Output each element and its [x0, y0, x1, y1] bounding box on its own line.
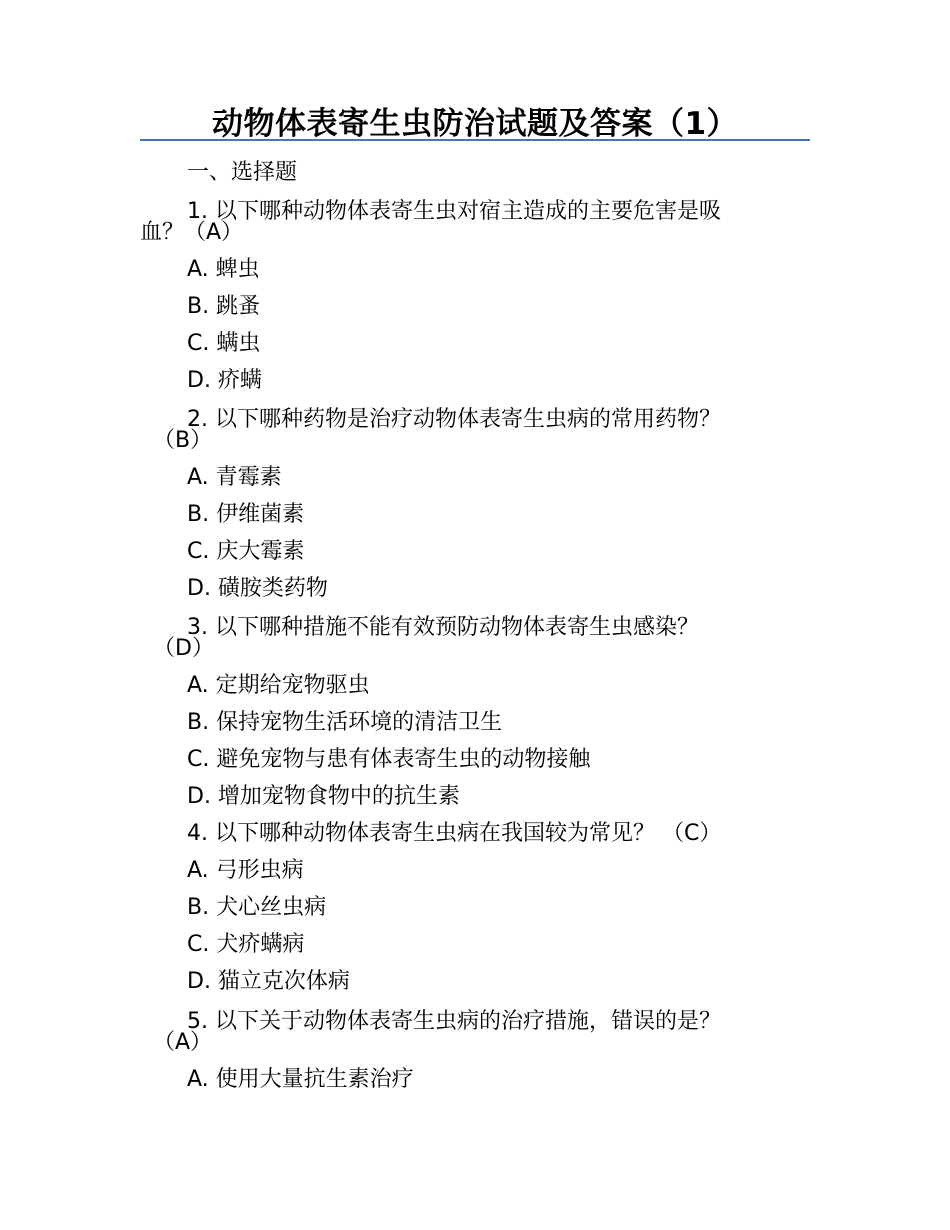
question-2-stem: 2. 以下哪种药物是治疗动物体表寄生虫病的常用药物？: [187, 407, 721, 432]
question-3-stem-continued: （D）: [153, 636, 214, 661]
question-3-option-a: A. 定期给宠物驱虫: [187, 673, 370, 698]
question-3-stem: 3. 以下哪种措施不能有效预防动物体表寄生虫感染？: [187, 615, 699, 640]
question-2-option-b: B. 伊维菌素: [187, 502, 305, 527]
question-2-option-a: A. 青霉素: [187, 465, 282, 490]
question-1-stem-continued: 血？（A）: [140, 220, 244, 245]
question-2-option-d: D. 磺胺类药物: [187, 576, 328, 601]
document-title: 动物体表寄生虫防治试题及答案（1）: [211, 106, 739, 142]
question-4-option-d: D. 猫立克次体病: [187, 969, 350, 994]
question-4-stem: 4. 以下哪种动物体表寄生虫病在我国较为常见？ （C）: [187, 821, 722, 846]
question-3-option-c: C. 避免宠物与患有体表寄生虫的动物接触: [187, 747, 591, 772]
question-1-option-c: C. 螨虫: [187, 331, 261, 356]
question-1-option-b: B. 跳蚤: [187, 294, 261, 319]
question-5-option-a: A. 使用大量抗生素治疗: [187, 1067, 414, 1092]
question-1-option-d: D. 疥螨: [187, 368, 262, 393]
question-4-option-c: C. 犬疥螨病: [187, 932, 305, 957]
question-3-option-d: D. 增加宠物食物中的抗生素: [187, 784, 460, 809]
question-3-option-b: B. 保持宠物生活环境的清洁卫生: [187, 710, 503, 735]
question-1-stem: 1. 以下哪种动物体表寄生虫对宿主造成的主要危害是吸: [187, 199, 721, 224]
question-2-option-c: C. 庆大霉素: [187, 539, 305, 564]
section-heading: 一、选择题: [187, 160, 298, 185]
title-underline: [140, 139, 810, 141]
question-2-stem-continued: （B）: [153, 428, 213, 453]
question-4-option-a: A. 弓形虫病: [187, 858, 304, 883]
question-1-option-a: A. 蜱虫: [187, 257, 260, 282]
question-5-stem: 5. 以下关于动物体表寄生虫病的治疗措施，错误的是？: [187, 1009, 721, 1034]
question-5-stem-continued: （A）: [153, 1030, 213, 1055]
question-4-option-b: B. 犬心丝虫病: [187, 895, 327, 920]
